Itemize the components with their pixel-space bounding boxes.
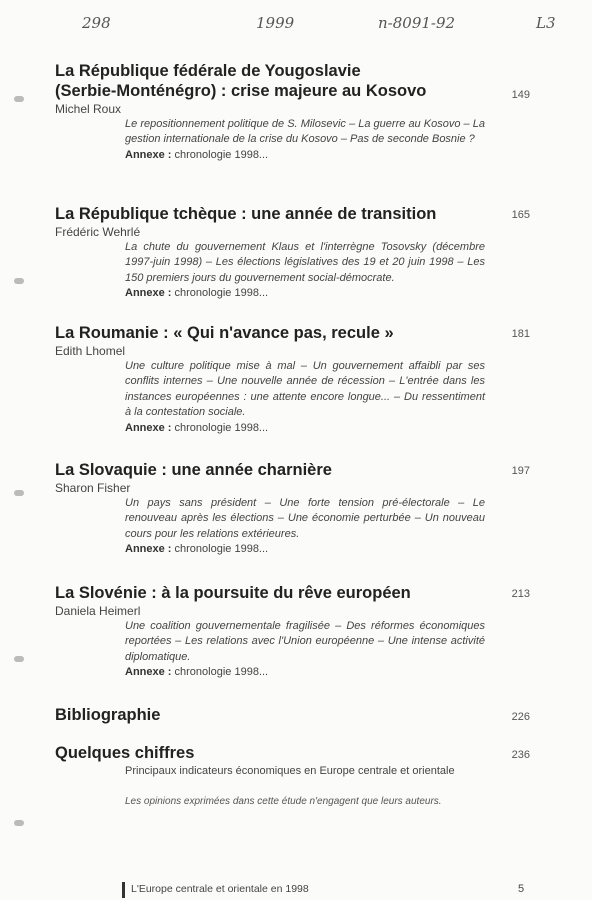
page-number: 197 xyxy=(511,465,530,477)
entry-title[interactable]: La Roumanie : « Qui n'avance pas, recule » xyxy=(55,324,394,342)
entry-title[interactable]: La République tchèque : une année de transition xyxy=(55,205,437,223)
entry-annexe xyxy=(125,148,530,163)
entry-title[interactable]: Bibliographie xyxy=(55,706,161,724)
annexe-label: Annexe : xyxy=(125,148,172,161)
annexe-text: chronologie 1998... xyxy=(174,666,269,679)
page-number: 236 xyxy=(511,749,530,761)
toc-entry xyxy=(55,460,530,558)
entry-title[interactable]: La Slovénie : à la poursuite du rêve européen xyxy=(55,584,411,602)
binder-hole-mark xyxy=(14,656,24,662)
annexe-text: chronologie 1998... xyxy=(174,421,269,434)
binder-hole-mark xyxy=(14,96,24,102)
entry-author: Sharon Fisher xyxy=(55,481,131,495)
handwritten-code: L3 xyxy=(536,14,556,32)
footer-title: L'Europe centrale et orientale en 1998 xyxy=(131,883,309,895)
entry-annexe xyxy=(125,665,530,680)
entry-description: Un pays sans président – Une forte tension pré-électorale – Le renouveau après les élections – Une économie perturbée – Un nouveau cours pour les relations extérieures. xyxy=(125,497,485,540)
entry-title[interactable] xyxy=(55,61,475,101)
page-number: 213 xyxy=(511,588,530,600)
entry-description: Une culture politique mise à mal – Un gouvernement affaibli par ses conflits internes – Une nouvelle année de récession – L'entrée dans les instances européennes : une attente encore longue... – Du ressentiment à la contestation sociale. xyxy=(125,360,485,419)
handwritten-number: 298 xyxy=(82,14,111,32)
annexe-label: Annexe : xyxy=(125,543,172,556)
entry-subtitle: Principaux indicateurs économiques en Europe centrale et orientale xyxy=(125,765,455,777)
entry-title-line: La République fédérale de Yougoslavie xyxy=(55,62,361,80)
page-number: 226 xyxy=(511,711,530,723)
toc-entry xyxy=(55,204,530,302)
entry-description: Une coalition gouvernementale fragilisée – Des réformes économiques reportées – Les relations avec l'Union européenne – Une intense activité diplomatique. xyxy=(125,620,485,663)
annexe-label: Annexe : xyxy=(125,666,172,679)
toc-entry-chiffres xyxy=(55,743,530,779)
annexe-text: chronologie 1998... xyxy=(174,148,269,161)
footer-bar xyxy=(122,882,125,898)
page-number: 181 xyxy=(511,328,530,340)
entry-author: Edith Lhomel xyxy=(55,344,126,358)
annexe-text: chronologie 1998... xyxy=(174,543,269,556)
annexe-label: Annexe : xyxy=(125,287,172,300)
disclaimer-note: Les opinions exprimées dans cette étude n'engagent que leurs auteurs. xyxy=(125,796,442,807)
handwritten-year: 1999 xyxy=(256,14,295,32)
binder-hole-mark xyxy=(14,490,24,496)
page-number: 149 xyxy=(511,89,530,101)
entry-annexe xyxy=(125,542,530,557)
annexe-label: Annexe : xyxy=(125,421,172,434)
entry-author: Frédéric Wehrlé xyxy=(55,225,141,239)
toc-entry-bibliographie xyxy=(55,705,530,725)
entry-description: Le repositionnement politique de S. Milosevic – La guerre au Kosovo – La gestion internationale de la crise du Kosovo – Pas de seconde Bosnie ? xyxy=(125,118,485,146)
toc-entry xyxy=(55,61,530,163)
entry-description: La chute du gouvernement Klaus et l'interrègne Tosovsky (décembre 1997-juin 1998) – Les élections législatives des 19 et 20 juin 1998 – Les 150 premiers jours du gouvernement social-démocrate. xyxy=(125,241,485,284)
footer-page-number: 5 xyxy=(518,883,525,895)
annexe-text: chronologie 1998... xyxy=(174,287,269,300)
binder-hole-mark xyxy=(14,820,24,826)
entry-author: Daniela Heimerl xyxy=(55,604,141,618)
binder-hole-mark xyxy=(14,278,24,284)
entry-title[interactable]: Quelques chiffres xyxy=(55,744,195,762)
toc-entry xyxy=(55,323,530,436)
page-number: 165 xyxy=(511,209,530,221)
entry-annexe xyxy=(125,286,530,301)
entry-author: Michel Roux xyxy=(55,102,122,116)
handwritten-reference: n-8091-92 xyxy=(378,14,456,32)
entry-title-line: (Serbie-Monténégro) : crise majeure au Kosovo xyxy=(55,82,427,100)
entry-annexe xyxy=(125,421,530,436)
entry-title[interactable]: La Slovaquie : une année charnière xyxy=(55,461,332,479)
toc-entry xyxy=(55,583,530,681)
